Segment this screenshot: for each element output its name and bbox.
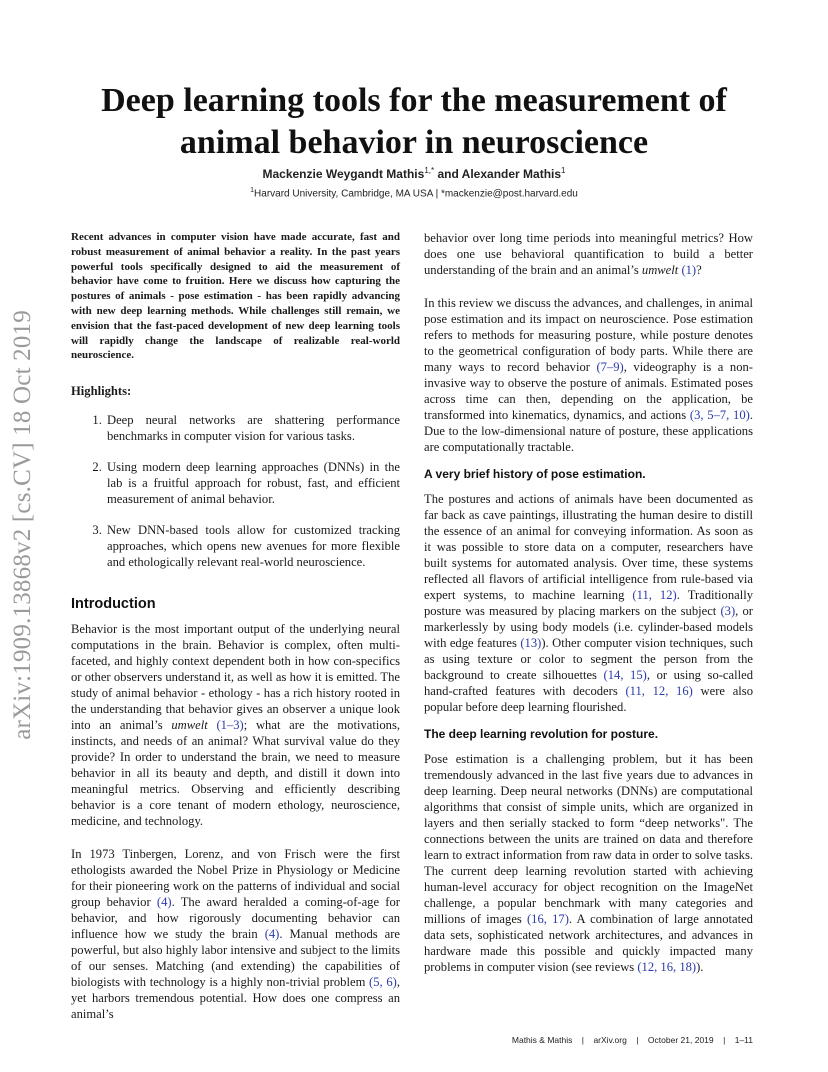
affiliation bbox=[60, 187, 768, 199]
text-run: , videography is a non-invasive way to observe the posture of animals. Estimated poses across time can then, depending on the application, be transformed into kinematics, dynamics, and actions bbox=[424, 360, 753, 422]
text-run: ). bbox=[696, 960, 704, 974]
text-run: Pose estimation is a challenging problem, but it has been tremendously advanced in the last five years due to advances in deep learning. Deep neural networks (DNNs) are computational algorithms that consist of simple units, which are organized in layers and then serially stacked to form “deep networks". The connections between the units are trained on data and therefore learn to extract information from raw data in order to solve tasks. The current deep learning revolution started with achieving human-level accuracy for object recognition on the ImageNet challenge, a popular benchmark with many categories and millions of images bbox=[424, 752, 753, 926]
citation-link[interactable]: (13) bbox=[520, 636, 542, 650]
highlight-item: 3. New DNN-based tools allow for customized tracking approaches, which opens new avenues for more flexible and ethologically relevant real-world neuroscience. bbox=[105, 522, 400, 570]
highlight-item: 2. Using modern deep learning approaches (DNNs) in the lab is a fruitful approach for robust, fast, and efficient measurement of animal behavior. bbox=[105, 459, 400, 507]
title-line-1: Deep learning tools for the measurement of bbox=[101, 82, 727, 119]
highlights-title: Highlights: bbox=[71, 384, 132, 399]
text-run: , or markerlessly by using body models (i.e. cylinder-based models with edge features bbox=[424, 604, 753, 650]
citation-link[interactable]: (7–9) bbox=[596, 360, 624, 374]
section-heading-revolution: The deep learning revolution for posture. bbox=[424, 727, 659, 741]
text-run: , or using so-called hand-crafted features with decoders bbox=[424, 668, 753, 698]
author-separator: and bbox=[434, 167, 462, 181]
body-paragraph-continued bbox=[424, 230, 753, 278]
author-2-affiliation-mark: 1 bbox=[561, 166, 566, 175]
text-run: , yet harbors tremendous potential. How does one compress an animal’s bbox=[71, 975, 401, 1022]
review-scope-paragraph bbox=[424, 295, 753, 455]
text-run: behavior over long time periods into meaningful metrics? How does one use behavioral quantification to build a better understanding of the brain and an animal’s bbox=[424, 231, 753, 277]
paper-title bbox=[60, 80, 768, 164]
highlights-list bbox=[71, 412, 400, 570]
section-heading-introduction: Introduction bbox=[71, 596, 156, 613]
text-run: The postures and actions of animals have been documented as far back as cave paintings, illustrating the human desire to distill the essence of an animal for conveying information. As soon as it was possible to store data on a computer, researchers have built systems for automated analysis. Over time, these systems reflected all flavors of artificial intelligence from rule-based via expert systems, to machine learning bbox=[424, 492, 753, 602]
citation-link[interactable]: (14, 15) bbox=[603, 668, 647, 682]
highlight-item: 1. Deep neural networks are shattering performance benchmarks in computer vision for various tasks. bbox=[105, 412, 400, 444]
author-2: Alexander Mathis bbox=[461, 167, 562, 181]
author-1-affiliation-mark: 1,* bbox=[424, 166, 435, 175]
author-1: Mackenzie Weygandt Mathis bbox=[262, 167, 425, 181]
citation-link[interactable]: (11, 12, 16) bbox=[625, 684, 693, 698]
left-column bbox=[71, 230, 400, 1022]
abstract: Recent advances in computer vision have made accurate, fast and robust measurement of animal behavior a reality. In the past years powerful tools specifically designed to aid the measurement of behavior have come to fruition. Here we discuss how capturing the postures of animals - pose estimation - has been rapidly advancing with new deep learning methods. While challenges still remain, we envision that the fast-paced development of new deep learning tools will rapidly change the landscape of realizable real-world neuroscience. bbox=[71, 231, 400, 362]
citation-link[interactable]: (3, 5–7, 10) bbox=[689, 408, 750, 422]
title-line-2: animal behavior in neuroscience bbox=[179, 124, 649, 161]
text-run: ). Other computer vision techniques, such as using texture or color to segment the person from the background to create silhouettes bbox=[424, 636, 753, 682]
section-heading-history: A very brief history of pose estimation. bbox=[424, 467, 646, 481]
citation-link[interactable]: (1) bbox=[681, 263, 697, 277]
text-run: Behavior is the most important output of the underlying neural computations in the brain. Behavior is complex, often multi-faceted, and highly context dependent both in how con-specifics or other observers understand it, as well as how it is emitted. The study of animal behavior - ethology - has a rich history rooted in the understanding that behavior gives an observer a unique look into an animal’s bbox=[71, 622, 400, 733]
text-run: . A combination of large annotated data sets, sophisticated network architectures, and advances in hardware made this possible and quickly impacted many problems in computer vision (see reviews bbox=[424, 912, 753, 974]
text-run: . Due to the low-dimensional nature of posture, these applications are computationally tractable. bbox=[424, 408, 754, 454]
author-list bbox=[60, 166, 768, 181]
text-run: ; what are the motivations, instincts, and needs of an animal? What survival value do they provide? In order to understand the brain, we need to measure behavior in all its beauty and depth, and distill it down into meaningful metrics. Observing and efficiently describing behavior is a core tenant of modern ethology, neuroscience, medicine, and technology. bbox=[71, 718, 400, 829]
emphasis-umwelt: umwelt bbox=[641, 263, 679, 277]
text-run: In this review we discuss the advances, and challenges, in animal pose estimation and its impact on neuroscience. Pose estimation refers to methods for measuring posture, while posture denotes to the geometrical configuration of body parts. While there are many ways to record behavior bbox=[424, 296, 753, 374]
affiliation-text: Harvard University, Cambridge, MA USA | *mackenzie@post.harvard.edu bbox=[254, 188, 578, 200]
text-run: . The award heralded a coming-of-age for behavior, and how rigorously documenting behavior can influence how we study the brain bbox=[71, 895, 400, 942]
intro-paragraph-2 bbox=[71, 846, 400, 1022]
text-run: . Manual methods are powerful, but also highly labor intensive and subject to the limits of our senses. Matching (and extending) the capabilities of biologists with technology is a highly non-trivial problem bbox=[71, 927, 400, 990]
right-column bbox=[424, 230, 753, 975]
citation-link[interactable]: (12, 16, 18) bbox=[637, 960, 697, 974]
history-paragraph bbox=[424, 491, 753, 715]
emphasis-umwelt: umwelt bbox=[171, 718, 208, 733]
citation-link[interactable]: (16, 17) bbox=[526, 912, 569, 926]
revolution-paragraph bbox=[424, 751, 753, 975]
citation-link[interactable]: (5, 6) bbox=[369, 975, 397, 990]
citation-link[interactable]: (11, 12) bbox=[632, 588, 677, 602]
text-run: In 1973 Tinbergen, Lorenz, and von Frisch were the first ethologists awarded the Nobel Prize in Physiology or Medicine for their pioneering work on the patterns of individual and social group behavior bbox=[71, 847, 400, 910]
citation-link[interactable]: (4) bbox=[156, 895, 172, 910]
text-run: were also popular before deep learning flourished. bbox=[424, 684, 754, 714]
arxiv-id-text: arXiv:1909.13868v2 [cs.CV] 18 Oct 2019 bbox=[9, 310, 36, 740]
arxiv-identifier bbox=[2, 290, 44, 760]
text-run: . Traditionally posture was measured by placing markers on the subject bbox=[424, 588, 754, 618]
affiliation-mark: 1 bbox=[250, 187, 255, 194]
citation-link[interactable]: (3) bbox=[720, 604, 736, 618]
page-footer: Mathis & Mathis | arXiv.org | October 21, 2019 | 1–11 bbox=[511, 1035, 753, 1045]
citation-link[interactable]: (4) bbox=[264, 927, 280, 942]
intro-paragraph-1 bbox=[71, 621, 400, 829]
text-run: ? bbox=[696, 263, 702, 277]
citation-link[interactable]: (1–3) bbox=[216, 718, 244, 733]
